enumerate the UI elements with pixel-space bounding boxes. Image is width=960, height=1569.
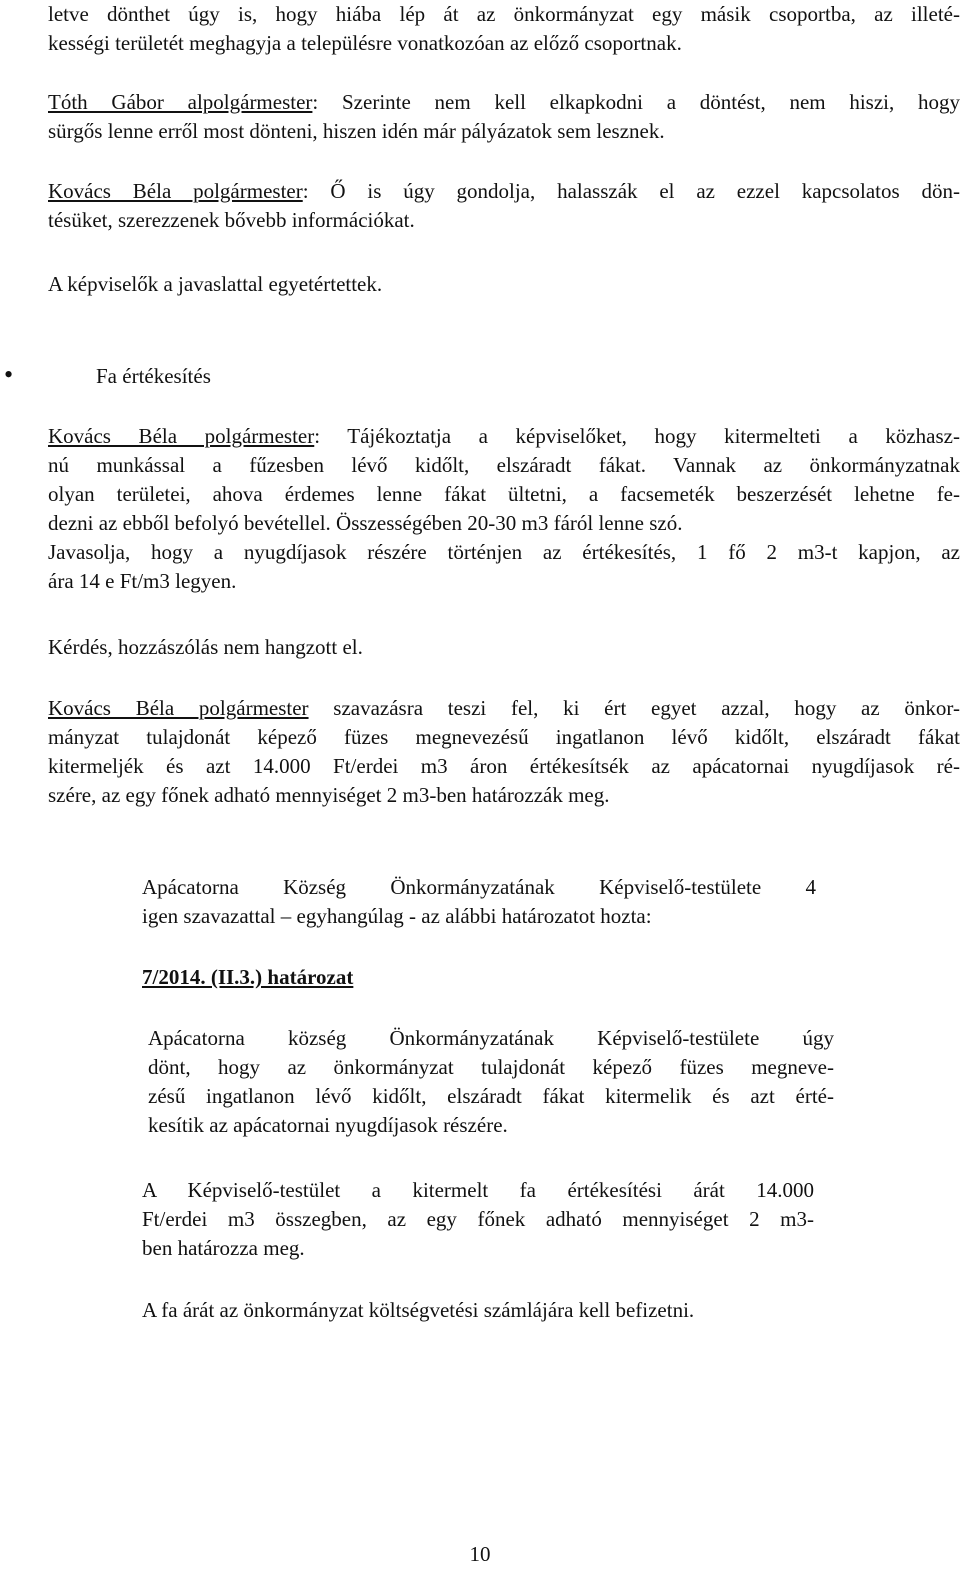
resolution-payment: A fa árát az önkormányzat költségvetési számlájára kell befizetni. [142,1298,695,1322]
resolution-body-2: A Képviselő-testület a kitermelt fa értékesítési árát 14.000 Ft/erdei m3 összegben, az egy főnek adható mennyiséget 2 m3- ben határozza meg. [142,1178,814,1260]
resolution-number: 7/2014. (II.3.) határozat [142,965,354,989]
section-heading [0,360,960,390]
speaker-name: Kovács Béla polgármester [48,179,303,203]
no-questions-line: Kérdés, hozzászólás nem hangzott el. [48,635,363,659]
speaker-name: Kovács Béla polgármester [48,696,309,720]
intro-paragraph: letve dönthet úgy is, hogy hiába lép át az önkormányzat egy másik csoportba, az illeté- kességi területét meghagyja a településre vonatkozóan az előző csoportnak. [48,2,960,55]
vote-paragraph: Kovács Béla polgármester szavazásra teszi fel, ki ért egyet azzal, hogy az önkor- mányzat tulajdonát képező füzes megnevezésű ingatlanon lévő kidőlt, elszáradt fákat kitermeljék és azt 14.000 Ft/erdei m3 áron értékesítsék az apácatornai nyugdíjasok ré- szére, az egy főnek adható mennyiséget 2 m3-ben határozzák meg. [48,696,960,807]
resolution-intro: Apácatorna Község Önkormányzatának Képviselő-testülete 4 igen szavazattal – egyhangúlag - az alábbi határozatot hozta: [142,875,816,928]
speaker-name: Kovács Béla polgármester [48,424,315,448]
agreement-line: A képviselők a javaslattal egyetértettek. [48,272,383,296]
kovacs-paragraph-1: Kovács Béla polgármester: Ő is úgy gondolja, halasszák el az ezzel kapcsolatos dön- tésüket, szerezzenek bővebb információkat. [48,179,960,232]
kovacs-paragraph-2: Kovács Béla polgármester: Tájékoztatja a képviselőket, hogy kitermelteti a közhasz- nú munkással a fűzesben lévő kidőlt, elszáradt fákat. Vannak az önkormányzatnak olyan területei, ahova érdemes lenne fákat ültetni, a facsemeték beszerzését lehetne fe- dezni az ebből befolyó bevétellel. Összességében 20-30 m3 fáról lenne szó. Javasolja, hogy a nyugdíjasok részére történjen az értékesítés, 1 fő 2 m3-t kapjon, az ára 14 e Ft/m3 legyen. [48,424,960,593]
section-title: Fa értékesítés [96,364,211,388]
speaker-name: Tóth Gábor alpolgármester [48,90,313,114]
page-number: 10 [469,1542,491,1566]
resolution-body-1: Apácatorna község Önkormányzatának Képviselő-testülete úgy dönt, hogy az önkormányzat tulajdonát képező füzes megneve- zésű ingatlanon lévő kidőlt, elszáradt fákat kitermelik és azt érté- kesítik az apácatornai nyugdíjasok részére. [148,1026,834,1137]
toth-paragraph: Tóth Gábor alpolgármester: Szerinte nem kell elkapkodni a döntést, nem hiszi, hogy sürgős lenne erről most dönteni, hiszen idén már pályázatok sem lesznek. [48,90,960,143]
bullet-icon: • [4,360,14,389]
